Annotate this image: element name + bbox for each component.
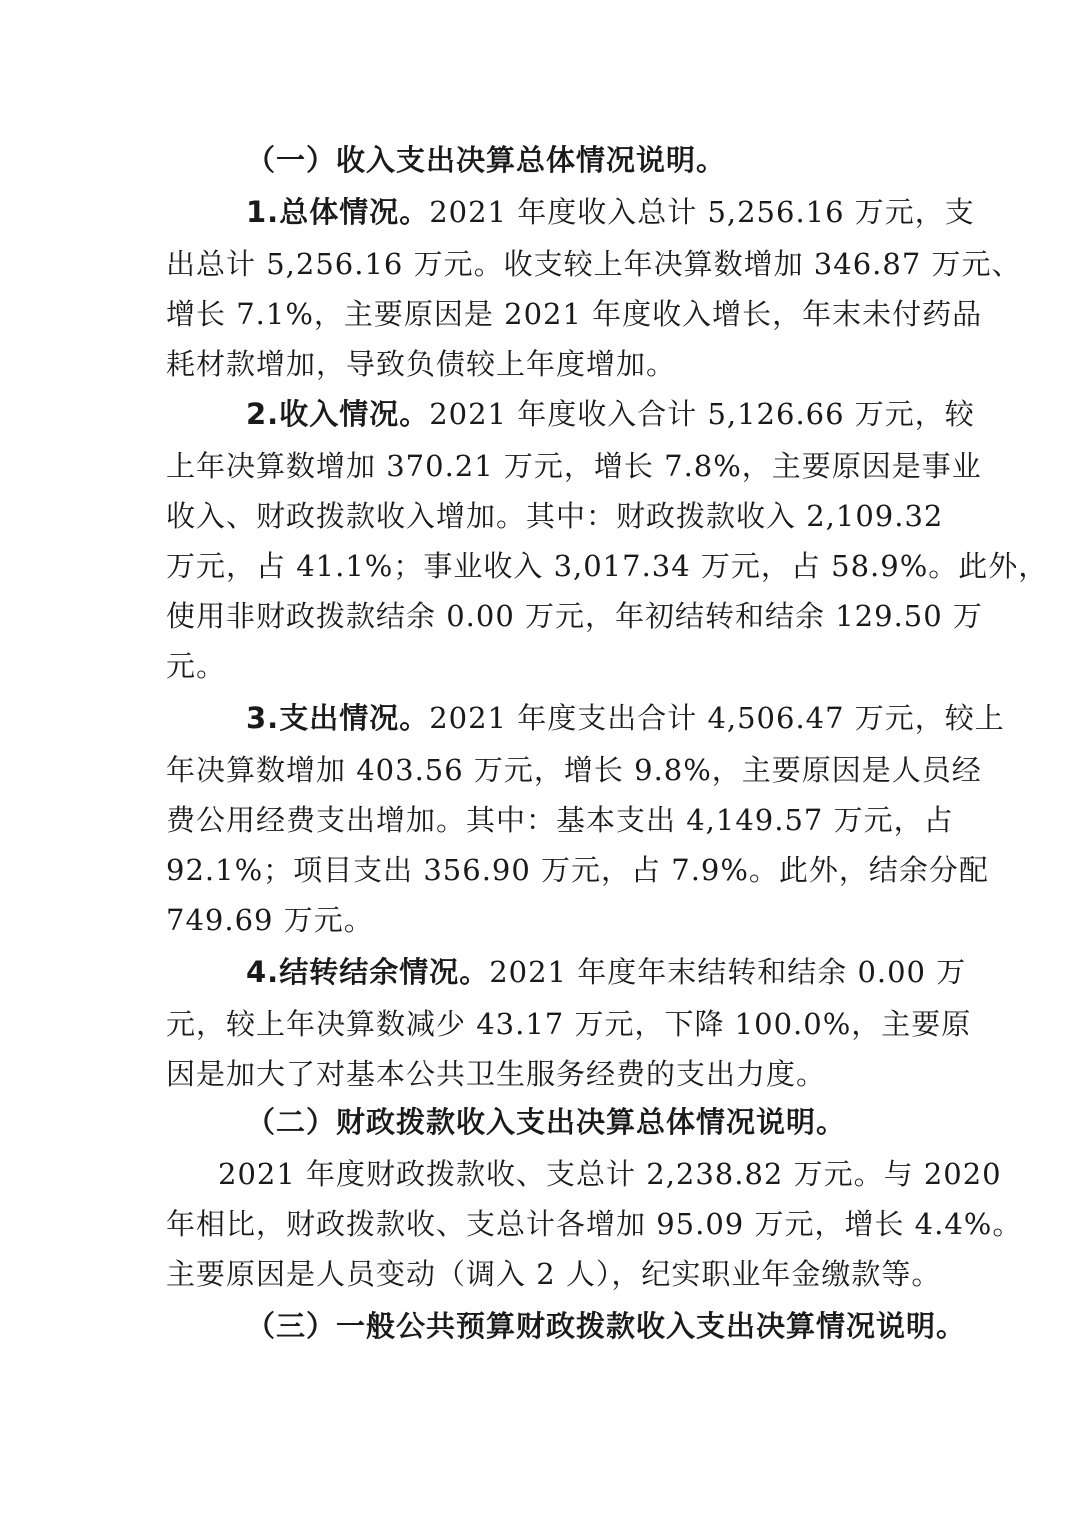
paragraph-2-line-4: 万元，占 41.1%；事业收入 3,017.34 万元，占 58.9%。此外， (166, 549, 1049, 583)
paragraph-4-line-2: 元，较上年决算数减少 43.17 万元，下降 100.0%，主要原 (166, 1007, 972, 1041)
paragraph-1-line-2: 出总计 5,256.16 万元。收支较上年决算数增加 346.87 万元、 (166, 247, 1022, 281)
paragraph-3-line-2: 年决算数增加 403.56 万元，增长 9.8%，主要原因是人员经 (166, 753, 982, 787)
paragraph-3-text: 2021 年度支出合计 4,506.47 万元，较上 (429, 701, 1005, 735)
section-2-line-3: 主要原因是人员变动（调入 2 人），纪实职业年金缴款等。 (166, 1257, 942, 1291)
paragraph-3-line-5: 749.69 万元。 (166, 903, 374, 937)
paragraph-1-title: 1.总体情况。 (246, 195, 430, 229)
paragraph-4-text: 2021 年度年末结转和结余 0.00 万 (489, 955, 967, 989)
paragraph-2-title: 2.收入情况。 (246, 397, 430, 431)
paragraph-2-line-5: 使用非财政拨款结余 0.00 万元，年初结转和结余 129.50 万 (166, 599, 983, 633)
paragraph-2-line-1 (246, 388, 975, 440)
paragraph-1-text: 2021 年度收入总计 5,256.16 万元，支 (429, 195, 975, 229)
paragraph-2-line-3: 收入、财政拨款收入增加。其中：财政拨款收入 2,109.32 (166, 499, 944, 533)
section-2-line-1: 2021 年度财政拨款收、支总计 2,238.82 万元。与 2020 (218, 1157, 1002, 1191)
paragraph-2-line-2: 上年决算数增加 370.21 万元，增长 7.8%，主要原因是事业 (166, 449, 982, 483)
paragraph-4-line-3: 因是加大了对基本公共卫生服务经费的支出力度。 (166, 1057, 827, 1091)
paragraph-2-line-6: 元。 (166, 649, 227, 683)
paragraph-1-line-3: 增长 7.1%，主要原因是 2021 年度收入增长，年末未付药品 (166, 297, 983, 331)
paragraph-3-line-1 (246, 692, 1005, 744)
section-heading-2: （二）财政拨款收入支出决算总体情况说明。 (246, 1105, 847, 1139)
paragraph-3-title: 3.支出情况。 (246, 701, 430, 735)
paragraph-1-line-4: 耗材款增加，导致负债较上年度增加。 (166, 347, 677, 381)
paragraph-1-line-1 (246, 186, 975, 238)
section-heading-3: （三）一般公共预算财政拨款收入支出决算情况说明。 (246, 1309, 967, 1343)
paragraph-3-line-3: 费公用经费支出增加。其中：基本支出 4,149.57 万元，占 (166, 803, 954, 837)
paragraph-2-text: 2021 年度收入合计 5,126.66 万元，较 (429, 397, 975, 431)
section-2-line-2: 年相比，财政拨款收、支总计各增加 95.09 万元，增长 4.4%。 (166, 1207, 1023, 1241)
paragraph-4-line-1 (246, 946, 967, 998)
section-heading-1: （一）收入支出决算总体情况说明。 (246, 143, 727, 177)
paragraph-3-line-4: 92.1%；项目支出 356.90 万元，占 7.9%。此外，结余分配 (166, 853, 989, 887)
paragraph-4-title: 4.结转结余情况。 (246, 955, 490, 989)
